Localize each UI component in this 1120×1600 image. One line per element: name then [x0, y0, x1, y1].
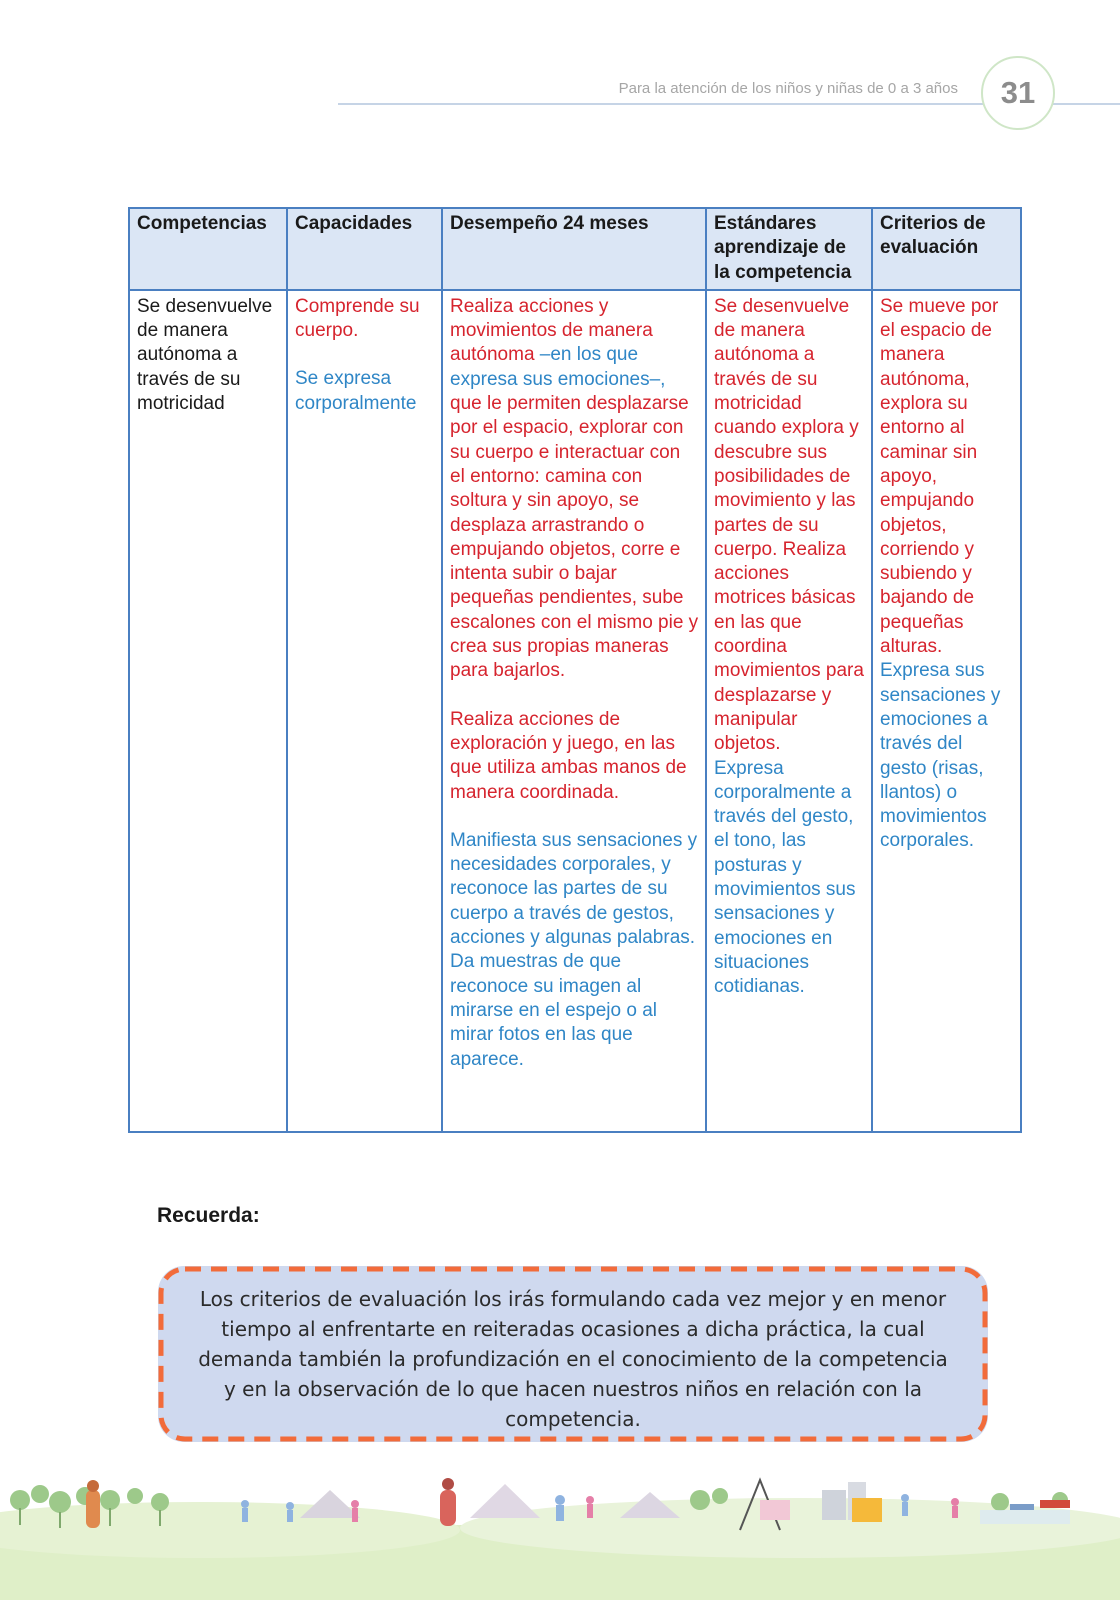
recuerda-heading: Recuerda: [157, 1204, 260, 1227]
cell-criterios [872, 290, 1021, 1132]
desempeno-1a: Realiza acciones y movimientos de manera autónoma [450, 295, 653, 366]
desempeno-sensaciones: Manifiesta sus sensaciones y necesidades corporales, y reconoce las partes de su cuerpo a través de gestos, acciones y algunas palabras. [450, 829, 698, 949]
recuerda-text: Los criterios de evaluación los irás formulando cada vez mejor y en menor tiempo al enfrentarte en reiteradas ocasiones a dicha práctica, la cual demanda también la profundización en el conocimiento de la competencia y en la observación de lo que hacen nuestros niños en relación con la competencia. [198, 1287, 948, 1431]
landscape-illustration [0, 1470, 1120, 1600]
header-estandares: Estándares aprendizaje de la competencia [706, 208, 872, 290]
header-competencias: Competencias [129, 208, 287, 290]
competencias-table [128, 207, 1022, 1133]
running-title: Para la atención de los niños y niñas de 0 a 3 años [618, 80, 958, 97]
cell-estandares [706, 290, 872, 1132]
header-capacidades: Capacidades [287, 208, 442, 290]
page-number: 31 [981, 56, 1055, 130]
cell-capacidades [287, 290, 442, 1132]
estandar-expresion: Expresa corporalmente a través del gesto, el tono, las posturas y movimientos sus sensaciones y emociones en situaciones cotidianas. [714, 757, 856, 998]
cell-desempeno [442, 290, 706, 1132]
header-criterios: Criterios de evaluación [872, 208, 1021, 290]
criterio-expresion: Expresa sus sensaciones y emociones a través del gesto (risas, llantos) o movimientos corporales. [880, 660, 1001, 852]
desempeno-movimiento [450, 295, 699, 684]
header-desempeno: Desempeño 24 meses [442, 208, 706, 290]
estandar-motricidad: Se desenvuelve de manera autónoma a través de su motricidad cuando explora y descubre sus posibilidades de movimiento y las partes de su cuerpo. Realiza acciones motrices básicas en las que coordina movimientos para desplazarse y manipular objetos. [714, 295, 864, 755]
desempeno-1b: –en los que expresa sus emociones–, [450, 344, 666, 390]
capacidad-expresa: Se expresa corporalmente [295, 368, 417, 414]
cell-competencia [129, 290, 287, 1132]
desempeno-imagen: Da muestras de que reconoce su imagen al mirarse en el espejo o al mirar fotos en las que aparece. [450, 951, 657, 1070]
table-header-row [129, 208, 1021, 290]
capacidad-comprende: Comprende su cuerpo. [295, 295, 420, 342]
criterio-movimiento: Se mueve por el espacio de manera autónoma, explora su entorno al caminar sin apoyo, empujando objetos, corriendo y subiendo y bajando de pequeñas alturas. [880, 295, 999, 658]
competencia-text: Se desenvuelve de manera autónoma a través de su motricidad [137, 295, 273, 415]
desempeno-1c: que le permiten desplazarse por el espacio, explorar con su cuerpo e interactuar con el entorno: camina con soltura y sin apoyo, se desplaza arrastrando o empujando objetos, corre e intenta subir o bajar pequeñas pendientes, sube escalones con el mismo pie y crea sus propias maneras para bajarlos. [450, 393, 699, 682]
recuerda-note [158, 1266, 988, 1442]
desempeno-exploracion: Realiza acciones de exploración y juego, en las que utiliza ambas manos de manera coordinada. [450, 708, 687, 803]
table-row [129, 290, 1021, 1132]
